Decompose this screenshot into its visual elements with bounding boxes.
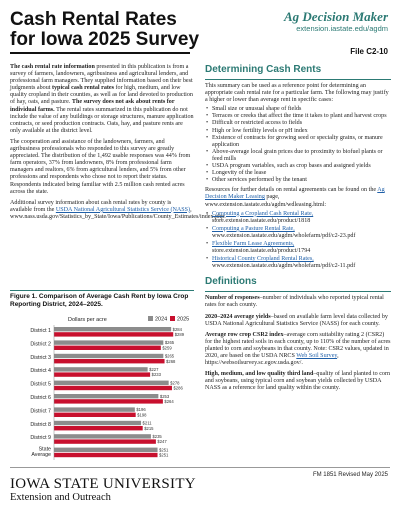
- resource-link-item: [205, 211, 391, 225]
- rent-factor-item: • Terraces or creeks that affect the time it takes to plant and harvest crops: [205, 113, 391, 120]
- bar-2024: [54, 448, 158, 452]
- category-label: State: [38, 446, 51, 453]
- rent-factor-item: • Other services performed by the tenant: [205, 177, 391, 184]
- bar-2024: [54, 354, 163, 358]
- bar-2024: [54, 327, 171, 331]
- category-label: District 8: [30, 421, 51, 428]
- category-label: District 4: [30, 368, 51, 375]
- chart-bars: [30, 325, 184, 460]
- legend-swatch: [148, 316, 153, 321]
- determining-intro: This summary can be used as a reference point for determining an appropriate cash rental rate for a particular farm. The following may justify a higher or lower than average rent in specific cases:: [205, 83, 389, 104]
- bar-value-label: $247: [157, 439, 167, 445]
- bar-value-label: $268: [166, 358, 176, 364]
- bar-2024: [54, 421, 141, 425]
- resource-link[interactable]: Flexible Farm Lease Agreements,: [212, 240, 295, 247]
- bar-2024: [54, 407, 135, 411]
- resource-link[interactable]: Computing a Pasture Rental Rate,: [212, 225, 295, 232]
- bar-value-label: $233: [151, 372, 161, 378]
- category-label: District 5: [30, 381, 51, 388]
- bar-2025: [54, 332, 173, 336]
- legend-label: 2025: [177, 316, 190, 323]
- category-label: District 9: [30, 435, 51, 442]
- legend-label: 2024: [155, 316, 168, 323]
- resource-link-item: [205, 256, 391, 270]
- rent-factor-item: • Existence of contracts for growing seed or specialty grains, or manure application: [205, 135, 391, 149]
- bar-value-label: $251: [159, 447, 169, 453]
- university-name: IOWA STATE UNIVERSITY: [10, 476, 196, 492]
- title-line-1: Cash Rental Rates: [10, 9, 177, 30]
- definition-item: [205, 314, 391, 328]
- chart-legend: [148, 316, 189, 323]
- intro-lead: The cash rental rate information: [10, 64, 95, 70]
- bar-value-label: $196: [136, 407, 146, 413]
- category-label: District 7: [30, 408, 51, 415]
- bar-2024: [54, 340, 163, 344]
- category-label: Average: [31, 452, 51, 459]
- bar-2024: [54, 434, 151, 438]
- bar-value-label: $227: [149, 367, 159, 372]
- bar-value-label: $235: [152, 434, 162, 439]
- resource-link-item: [205, 241, 391, 255]
- bar-value-label: $251: [159, 452, 169, 458]
- title-underline: [10, 52, 190, 54]
- bar-2025: [54, 399, 163, 403]
- bar-2024: [54, 367, 148, 371]
- extension-name: Extension and Outreach: [10, 492, 111, 503]
- rent-factor-item: • USDA program variables, such as crop bases and assigned yields: [205, 163, 391, 170]
- bar-2025: [54, 453, 158, 457]
- determining-rule: [205, 79, 391, 80]
- bar-value-label: $278: [170, 380, 180, 386]
- definitions-heading: Definitions: [205, 276, 257, 288]
- resource-link[interactable]: Historical County Cropland Rental Rates,: [212, 256, 314, 263]
- brand-url[interactable]: extension.iastate.edu/agdm: [296, 24, 388, 33]
- bar-2025: [54, 346, 161, 350]
- definition-term: 2020–2024 average yields: [205, 313, 271, 320]
- rent-factor-item: • Longevity of the lease: [205, 170, 391, 177]
- intro-column: [10, 64, 226, 225]
- legend-swatch: [170, 316, 175, 321]
- bar-2024: [54, 381, 169, 385]
- resource-url: www.extension.iastate.edu/agdm/wholefarm/pdf/c2-11.pdf: [212, 263, 356, 270]
- resource-link-item: [205, 226, 391, 240]
- figure-title: Figure 1. Comparison of Average Cash Rent by Iowa Crop Reporting District, 2024–2025.: [10, 293, 189, 308]
- bar-value-label: $264: [164, 399, 174, 404]
- bar-2025: [54, 413, 136, 417]
- leasing-page-link[interactable]: Ag Decision Maker Leasing: [205, 187, 385, 201]
- definition-item: [205, 371, 391, 392]
- resource-url: store.extension.iastate.edu/product/1818: [212, 217, 311, 224]
- definition-text: –based on available farm level data collected by USDA National Agricultural Statistics Service (NASS) for each county.: [205, 313, 388, 327]
- definition-link[interactable]: Web Soil Survey: [296, 353, 338, 359]
- figure-rule: [10, 290, 194, 291]
- category-label: District 1: [30, 328, 51, 334]
- bar-value-label: $286: [173, 385, 183, 391]
- definition-item: [205, 332, 391, 367]
- resource-link[interactable]: Computing a Cropland Cash Rental Rate,: [212, 210, 314, 217]
- definition-text: –average corn suitability rating 2 (CSR2) for the highest rated soils in each county, up to 110% of the number of acres planted to corn and soybeans in that county. Note: CSR2 values, updated in 2020, are based on the USDA NRCS: [205, 331, 391, 359]
- bar-2025: [54, 426, 143, 430]
- definition-term: Average row crop CSR2 index: [205, 331, 284, 338]
- rent-factor-item: • Small size or unusual shape of fields: [205, 106, 391, 113]
- intro-paragraph-2: The cooperation and assistance of the landowners, farmers, and agribusiness professionals who responded to this survey are greatly appreciated. The distribution of the 1,492 usable responses was 44% from farm operators, 37% from landowners, 8% from professional farm managers and realtors, 6% from agricultural lenders, and 5% from other professions and respondents who chose not to report their status. Respondents indicated being familiar with 2.5 million cash rented acres across the state.: [10, 138, 191, 195]
- resource-url: store.extension.iastate.edu/product/1794: [212, 248, 311, 255]
- brand-block: [284, 10, 388, 33]
- brand-name: Ag Decision Maker: [284, 9, 388, 24]
- rent-factor-list: [205, 106, 391, 184]
- definition-text: –quality of land planted to corn and soybeans, using typical corn and soybean yields collected by USDA NASS as a reference for land quality within the county.: [205, 371, 391, 392]
- resource-link-list: [205, 211, 391, 271]
- rent-factor-item: • Difficult or restricted access to fields: [205, 120, 391, 127]
- bar-value-label: $284: [172, 326, 182, 332]
- university-logo: [10, 476, 196, 504]
- bar-value-label: $211: [142, 420, 152, 426]
- nass-link[interactable]: USDA National Agricultural Statistics Service (NASS): [55, 206, 191, 213]
- bar-value-label: $253: [159, 393, 170, 399]
- definition-tail: , https://websoilsurvey.sc.egov.usda.gov/.: [205, 353, 339, 367]
- category-label: District 6: [30, 395, 51, 401]
- bar-value-label: $259: [162, 345, 172, 351]
- bar-2025: [54, 386, 172, 390]
- resource-url: www.extension.iastate.edu/agdm/wholefarm/pdf/c2-23.pdf: [212, 232, 356, 239]
- bar-value-label: $198: [137, 412, 147, 418]
- footer-rule: [10, 467, 390, 468]
- bar-2025: [54, 359, 165, 363]
- definitions-rule: [205, 291, 391, 292]
- determining-heading: Determining Cash Rents: [205, 64, 322, 75]
- definition-term: High, medium, and low quality third land: [205, 371, 314, 378]
- definitions-list: [205, 295, 391, 392]
- definition-text: –number of individuals who reported typical rental rates for each county.: [205, 295, 384, 309]
- bar-value-label: $215: [144, 425, 154, 431]
- file-number: File C2-10: [350, 47, 388, 56]
- category-label: District 3: [30, 354, 51, 361]
- x-axis-label: Dollars per acre: [68, 317, 107, 323]
- rent-comparison-chart: [10, 312, 194, 462]
- page-title: [10, 10, 199, 50]
- rent-factor-item: • Above-average local grain prices due to proximity to biofuel plants or feed mills: [205, 149, 391, 163]
- bar-2025: [54, 439, 156, 443]
- definition-term: Number of responses: [205, 295, 260, 302]
- title-line-2: for Iowa 2025 Survey: [10, 29, 200, 50]
- bar-2024: [54, 394, 158, 398]
- bar-value-label: $265: [164, 353, 175, 359]
- bar-value-label: $289: [174, 332, 185, 337]
- publication-code: FM 1851 Revised May 2025: [312, 472, 388, 478]
- rent-factor-item: • High or low fertility levels or pH index: [205, 128, 391, 135]
- guidance-column: [205, 64, 391, 396]
- definition-item: [205, 295, 391, 309]
- bar-value-label: $265: [164, 340, 175, 346]
- resources-paragraph: Resources for further details on rental agreements can be found on the Ag Decision Maker Leasing page, www.extension.iastate.edu/agdm/wdleasing.html:: [205, 187, 385, 208]
- intro-paragraph-3: Additional survey information about cash rental rates by county is available from the USDA National Agricultural Statistics Service (NASS), www.nass.usda.gov/Statistics_by_State/Iowa/Publications/County_Estimates/index.php.: [10, 199, 226, 220]
- intro-paragraph-1: The cash rental rate information presented in this publication is from a survey of farmers, landowners, agribusiness and agricultural lenders, and professional farm managers. They supplied information based on their best judgments about typical cash rental rates for high, medium, and low quality cropland in their counties, as well as for land devoted to production of hay, oats, and pasture. The survey does not ask about rents for individual farms. The rental rates summarized in this publication do not include the value of any buildings or storage structures, manure application contracts, or seed production contracts. Oats, hay, and pasture rents are only available at the district level.: [10, 64, 194, 134]
- bar-2025: [54, 372, 150, 376]
- category-label: District 2: [30, 341, 51, 348]
